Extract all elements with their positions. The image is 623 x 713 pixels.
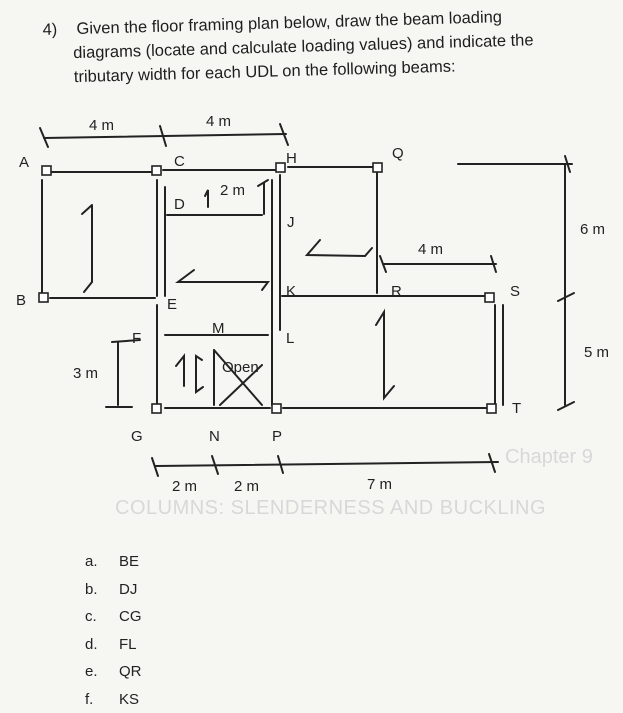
list-item <box>85 658 142 686</box>
question-line-2: diagrams (locate and calculate loading values) and indicate the <box>43 26 603 66</box>
span-arrow-fg <box>176 356 184 386</box>
dim-label-bottom-gn: 2 m <box>172 478 197 495</box>
opening-label: Open <box>222 359 259 376</box>
column-A <box>42 166 51 175</box>
beam-letter: e. <box>85 658 119 686</box>
label-M: M <box>212 320 225 337</box>
beam-letter: b. <box>85 576 119 604</box>
label-G: G <box>131 428 143 445</box>
label-R: R <box>391 283 402 300</box>
label-L: L <box>286 330 294 347</box>
column-S <box>485 293 494 302</box>
label-N: N <box>209 428 220 445</box>
dim-label-bottom-np: 2 m <box>234 478 259 495</box>
span-arrow-ab <box>82 205 92 292</box>
label-Q: Q <box>392 145 404 162</box>
span-arrow-rt <box>376 312 394 398</box>
column-G <box>152 404 161 413</box>
question-line-1: Given the floor framing plan below, draw the beam loading <box>42 2 602 42</box>
label-F: F <box>132 330 141 347</box>
list-item <box>85 603 142 631</box>
beam-letter: f. <box>85 686 119 713</box>
label-S: S <box>510 283 520 300</box>
column-T <box>487 404 496 413</box>
column-C <box>152 166 161 175</box>
list-item <box>85 631 142 659</box>
label-J: J <box>287 214 295 231</box>
dim-label-top-right: 4 m <box>206 113 231 130</box>
beam-letter: d. <box>85 631 119 659</box>
label-K: K <box>286 283 296 300</box>
dim-label-top-left: 4 m <box>89 117 114 134</box>
beam-letter: a. <box>85 548 119 576</box>
list-item <box>85 548 142 576</box>
beam-list <box>85 548 142 713</box>
beam-name: DJ <box>119 576 137 604</box>
watermark-chapter: Chapter 9 <box>505 446 593 469</box>
column-Q <box>373 163 382 172</box>
label-D: D <box>174 196 185 213</box>
label-A: A <box>19 154 29 171</box>
question-line-3: tributary width for each UDL on the following beams: <box>44 50 604 90</box>
column-P <box>272 404 281 413</box>
beam-name: QR <box>119 658 142 686</box>
label-P: P <box>272 428 282 445</box>
dim-label-bottom-pt: 7 m <box>367 476 392 493</box>
beam-name: CG <box>119 603 142 631</box>
label-B: B <box>16 292 26 309</box>
beam-name: FL <box>119 631 137 659</box>
span-arrow-m <box>196 356 203 392</box>
span-arrow-hk <box>307 240 372 256</box>
watermark-subtitle: COLUMNS: SLENDERNESS AND BUCKLING <box>115 497 546 520</box>
column-B <box>39 293 48 302</box>
column-H <box>276 163 285 172</box>
beam-letter: c. <box>85 603 119 631</box>
list-item <box>85 686 142 713</box>
span-arrow-d <box>205 190 208 207</box>
dim-tick <box>152 458 158 476</box>
label-C: C <box>174 153 185 170</box>
beam-name: KS <box>119 686 139 713</box>
label-H: H <box>286 150 297 167</box>
list-item <box>85 576 142 604</box>
dim-label-right-lower: 5 m <box>584 344 609 361</box>
dim-label-left-fg: 3 m <box>73 365 98 382</box>
span-arrow-ek <box>178 270 268 290</box>
question-number: 4) <box>42 18 57 42</box>
dim-label-right-upper: 6 m <box>580 221 605 238</box>
label-E: E <box>167 296 177 313</box>
dim-line-bottom <box>156 462 498 466</box>
dim-label-d-offset: 2 m <box>220 182 245 199</box>
label-T: T <box>512 400 521 417</box>
dim-line-top <box>44 134 286 138</box>
dim-label-kr-span: 4 m <box>418 241 443 258</box>
beam-name: BE <box>119 548 139 576</box>
